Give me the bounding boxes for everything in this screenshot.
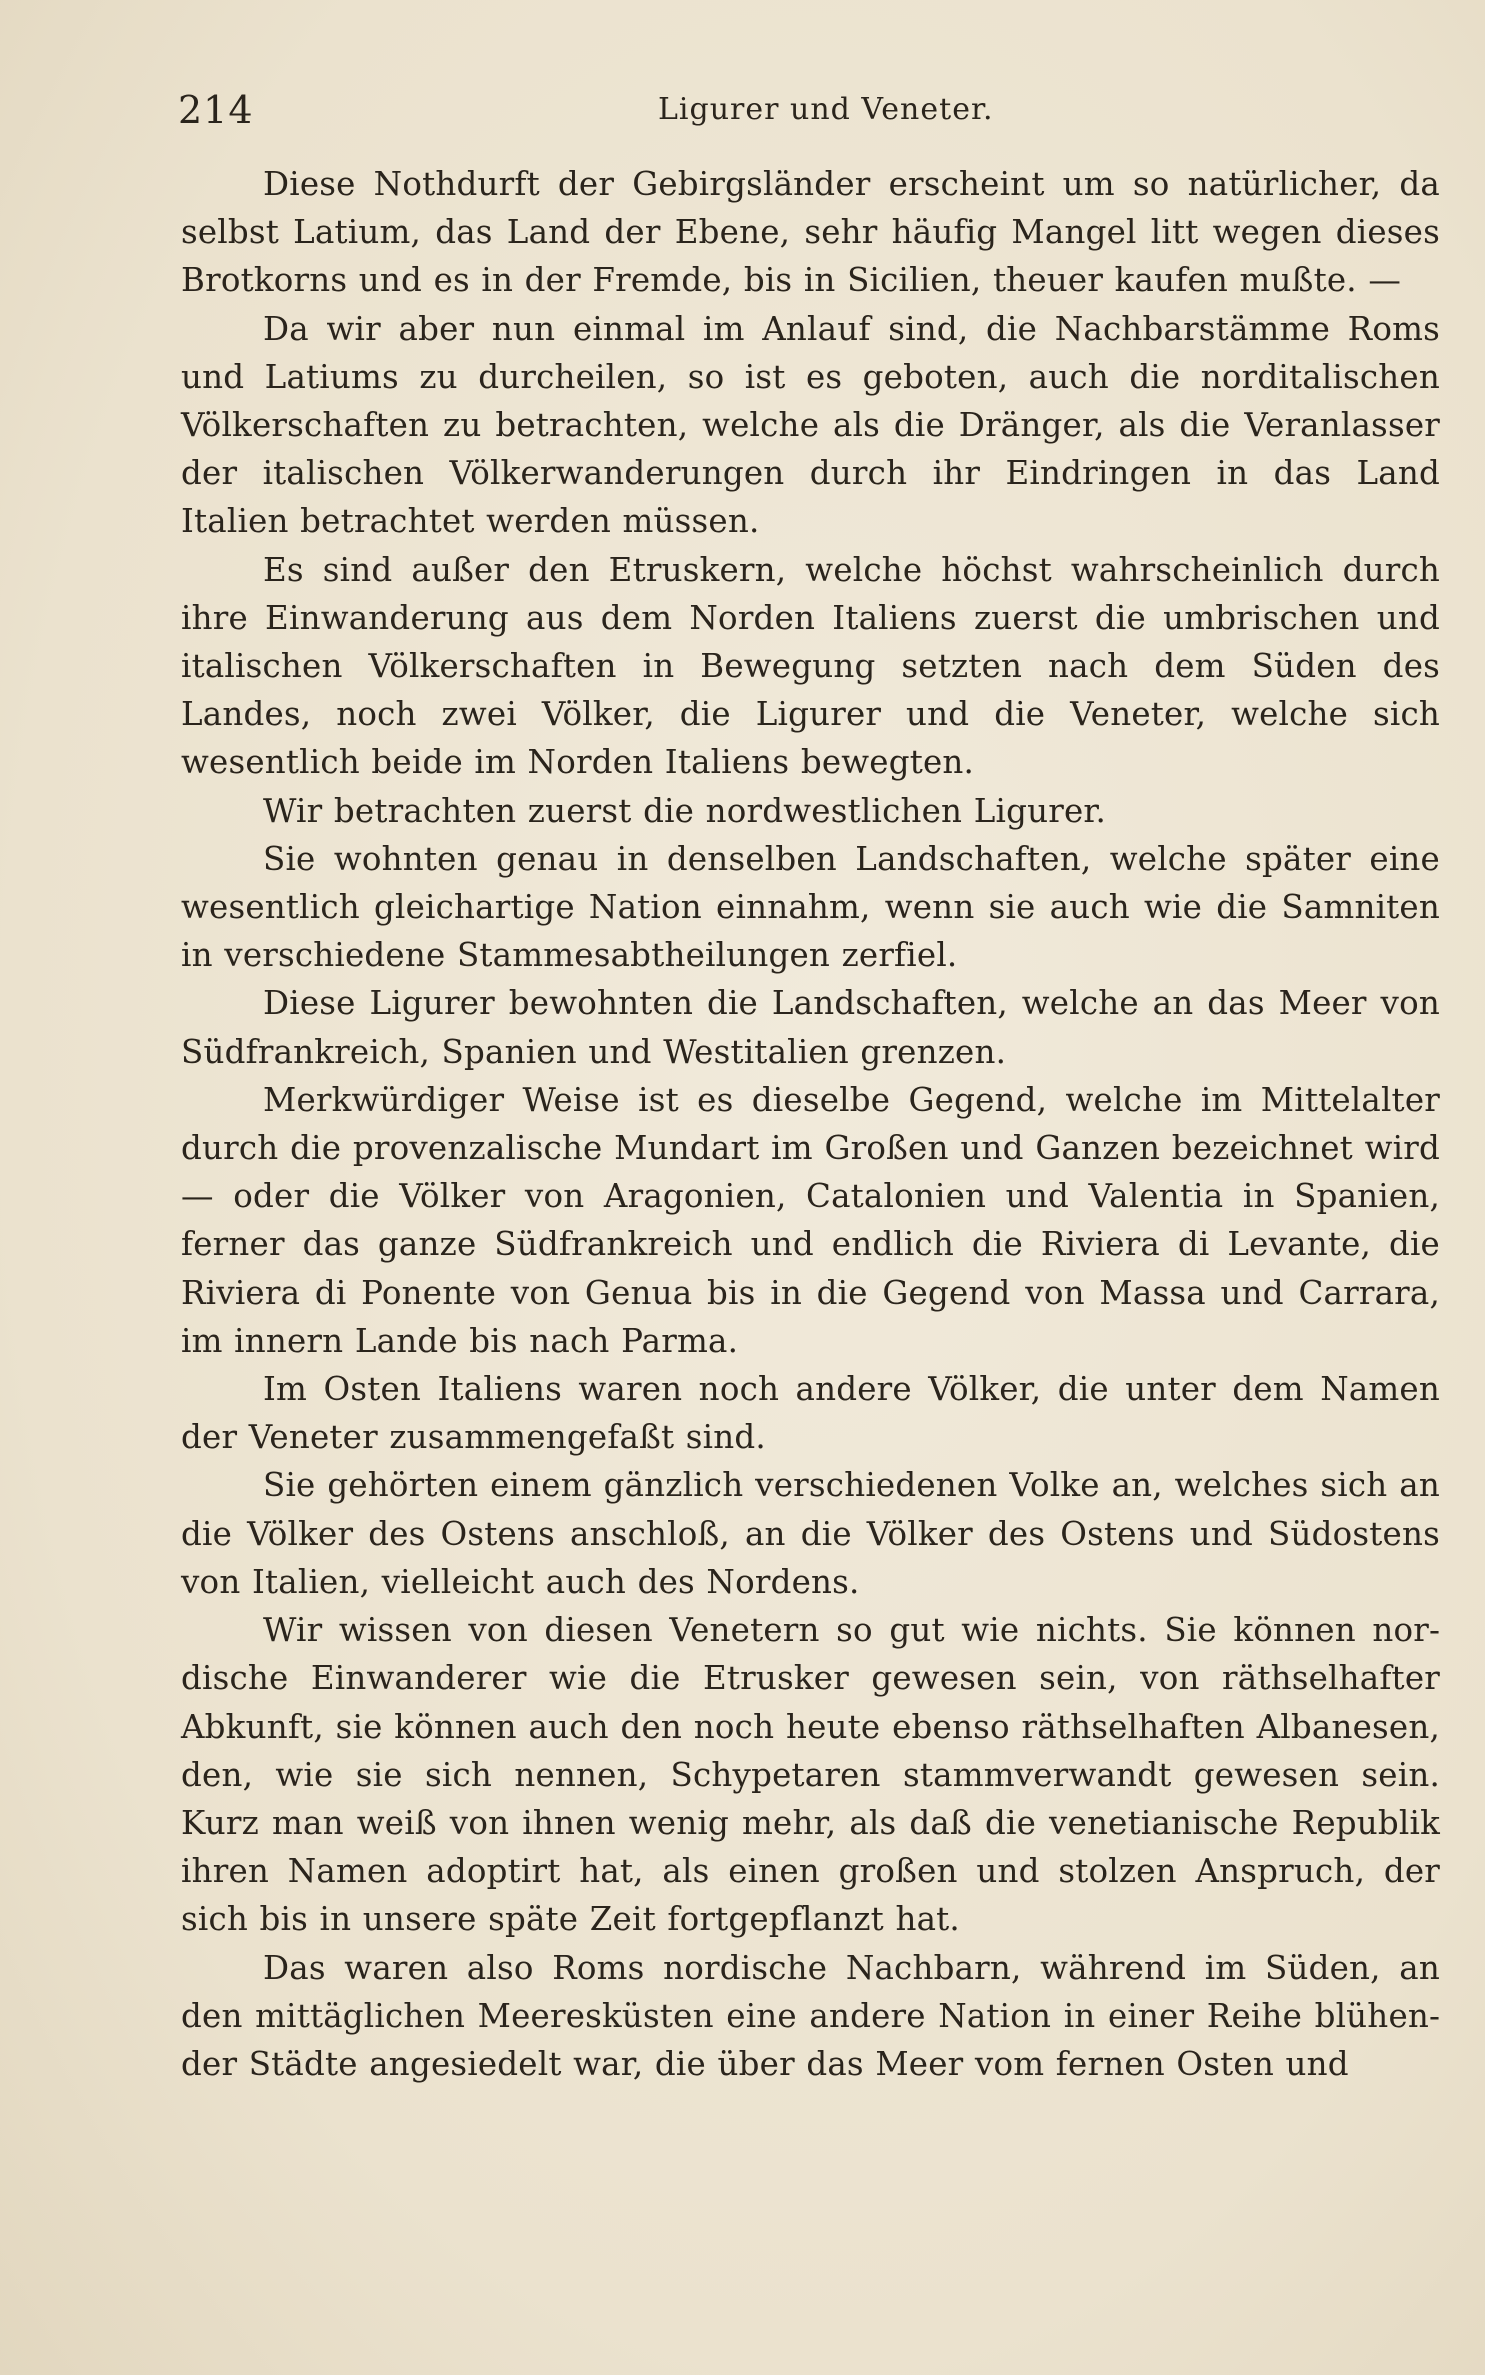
page-header (178, 88, 1448, 138)
paragraph-9: Sie gehörten einem gänzlich verschiedenen Volke an, welches sich an die Völker des Ostens anschloß, an die Völker des Ostens und Südostens von Italien, vielleicht auch des Nordens. (181, 1466, 1440, 1601)
body-text (181, 160, 1440, 2088)
paragraph-3: Es sind außer den Etruskern, welche höchst wahrscheinlich durch ihre Einwanderung aus dem Norden Italiens zuerst die umbrischen und italischen Völkerschaften in Bewegung setzten nach dem Süden des Landes, noch zwei Völker, die Ligurer und die Veneter, welche sich wesentlich beide im Norden Italiens bewegten. (181, 550, 1440, 782)
page-number: 214 (178, 88, 254, 132)
paragraph-5: Sie wohnten genau in denselben Landschaften, welche später eine wesentlich gleichartige Nation einnahm, wenn sie auch wie die Samniten in verschiedene Stammesabtheilungen zerfiel. (181, 839, 1440, 975)
paragraph-10: Wir wissen von diesen Venetern so gut wie nichts. Sie können nordische Einwanderer wie die Etrusker gewesen sein, von räthselhafter Abkunft, sie können auch den noch heute ebenso räthselhaften Albanesen, den, wie sie sich nennen, Schypetaren stammverwandt gewesen sein. Kurz man weiß von ihnen wenig mehr, als daß die venetianische Republik ihren Namen adoptirt hat, als einen großen und stolzen Anspruch, der sich bis in unsere späte Zeit fortgepflanzt hat. (181, 1611, 1440, 1939)
paragraph-6: Diese Ligurer bewohnten die Landschaften, welche an das Meer von Südfrankreich, Spanien und Westitalien grenzen. (181, 984, 1440, 1071)
running-head: Ligurer und Veneter. (658, 92, 994, 127)
paragraph-7: Merkwürdiger Weise ist es dieselbe Gegend, welche im Mittelalter durch die provenzalische Mundart im Großen und Ganzen bezeichnet wird — oder die Völker von Aragonien, Catalonien und Valentia in Spanien, ferner das ganze Südfrankreich und endlich die Riviera di Levante, die Riviera di Ponente von Genua bis in die Gegend von Massa und Carrara, im innern Lande bis nach Parma. (181, 1080, 1440, 1360)
paragraph-4: Wir betrachten zuerst die nordwestlichen Ligurer. (263, 791, 1107, 830)
paragraph-1: Diese Nothdurft der Gebirgsländer erscheint um so natürlicher, da selbst Latium, das Land der Ebene, sehr häufig Mangel litt wegen dieses Brotkorns und es in der Fremde, bis in Sicilien, theuer kaufen mußte. — (181, 165, 1440, 300)
paragraph-11: Das waren also Roms nordische Nachbarn, während im Süden, an den mittäglichen Meeresküsten eine andere Nation in einer Reihe blühender Städte angesiedelt war, die über das Meer vom fernen Osten und (181, 1948, 1440, 2083)
paragraph-2: Da wir aber nun einmal im Anlauf sind, die Nachbarstämme Roms und Latiums zu durcheilen, so ist es geboten, auch die norditalischen Völkerschaften zu betrachten, welche als die Dränger, als die Veranlasser der italischen Völkerwanderungen durch ihr Eindringen in das Land Italien betrachtet werden müssen. (181, 309, 1440, 541)
paragraph-8: Im Osten Italiens waren noch andere Völker, die unter dem Namen der Veneter zusammengefaßt sind. (181, 1370, 1440, 1457)
